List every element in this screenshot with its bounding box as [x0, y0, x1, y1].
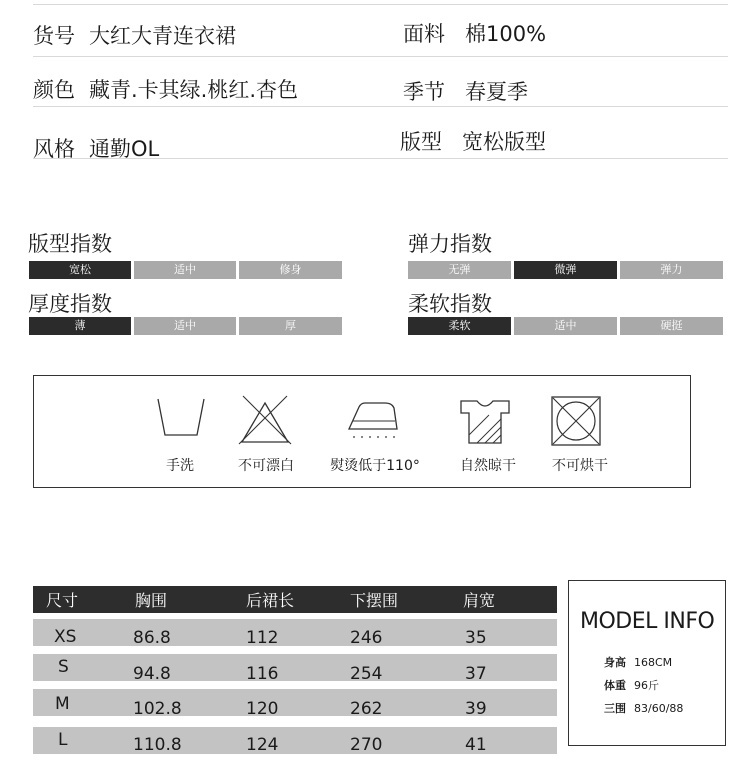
size-table-header-cell: 尺寸: [46, 591, 79, 610]
attr-label: 风格: [33, 137, 75, 161]
care-label-line-dry: 自然晾干: [460, 458, 516, 474]
fit-index-option: 宽松: [29, 261, 131, 279]
line-dry-icon: [459, 395, 511, 445]
model-weight: [604, 677, 659, 693]
elastic-index-option: 微弹: [514, 261, 617, 279]
bust-cell: 94.8: [133, 664, 171, 684]
elastic-index-title: 弹力指数: [408, 232, 492, 256]
fit-index-title: 版型指数: [28, 232, 112, 256]
model-weight-value: 96斤: [634, 679, 659, 692]
attr-value: 藏青.卡其绿.桃红.杏色: [89, 78, 299, 102]
elastic-index-option: 无弹: [408, 261, 511, 279]
model-measurements: [604, 700, 683, 716]
length-cell: 120: [246, 699, 279, 719]
shoulder-cell: 37: [465, 664, 487, 684]
care-label-no-bleach: 不可漂白: [238, 458, 294, 474]
thickness-index-option: 适中: [134, 317, 236, 335]
attr-label: 货号: [33, 24, 75, 48]
size-table-header-cell: 胸围: [135, 591, 168, 610]
bust-cell: 102.8: [133, 699, 182, 719]
size-cell: S: [58, 657, 69, 677]
size-cell: XS: [54, 627, 77, 647]
shoulder-cell: 41: [465, 735, 487, 755]
model-height-label: 身高: [604, 656, 626, 669]
divider: [33, 56, 728, 57]
size-table-header-cell: 肩宽: [463, 591, 496, 610]
attr-value: 宽松版型: [462, 130, 546, 154]
length-cell: 112: [246, 628, 279, 648]
attr-season: [403, 76, 528, 106]
attr-color: [33, 74, 298, 104]
fit-index-option: 适中: [134, 261, 236, 279]
thickness-index-title: 厚度指数: [28, 292, 112, 316]
divider: [33, 4, 728, 5]
attr-label: 季节: [403, 80, 445, 104]
attr-value: 大红大青连衣裙: [89, 24, 236, 48]
shoulder-cell: 39: [465, 699, 487, 719]
hem-cell: 270: [350, 735, 383, 755]
thickness-index-option: 薄: [29, 317, 131, 335]
attr-fit: [400, 126, 546, 156]
model-measurements-value: 83/60/88: [634, 702, 684, 715]
attr-value: 通勤OL: [89, 137, 160, 161]
softness-index-option: 硬挺: [620, 317, 723, 335]
attr-item-no: [33, 20, 236, 50]
thickness-index-option: 厚: [239, 317, 342, 335]
size-table-header-cell: 下摆围: [350, 591, 399, 610]
model-measurements-label: 三围: [604, 702, 626, 715]
length-cell: 124: [246, 735, 279, 755]
shoulder-cell: 35: [465, 628, 487, 648]
attr-value: 春夏季: [465, 80, 528, 104]
model-height-value: 168CM: [634, 656, 673, 669]
care-label-hand-wash: 手洗: [166, 458, 194, 474]
no-tumble-dry-icon: [550, 395, 602, 447]
care-label-iron: 熨烫低于110°: [330, 458, 420, 474]
attr-value: 棉100%: [465, 22, 547, 46]
bust-cell: 86.8: [133, 628, 171, 648]
attr-style: [33, 133, 159, 163]
size-cell: L: [58, 730, 68, 750]
iron-icon: [345, 395, 401, 443]
no-bleach-icon: [237, 395, 293, 445]
size-cell: M: [55, 694, 70, 714]
model-height: [604, 654, 672, 670]
attr-label: 颜色: [33, 78, 75, 102]
softness-index-option: 柔软: [408, 317, 511, 335]
fit-index-option: 修身: [239, 261, 342, 279]
model-weight-label: 体重: [604, 679, 626, 692]
length-cell: 116: [246, 664, 279, 684]
size-table-header-cell: 后裙长: [246, 591, 295, 610]
care-label-no-tumble-dry: 不可烘干: [552, 458, 608, 474]
elastic-index-option: 弹力: [620, 261, 723, 279]
model-info-title: MODEL INFO: [580, 609, 715, 634]
attr-label: 版型: [400, 130, 442, 154]
hem-cell: 262: [350, 699, 383, 719]
attr-label: 面料: [403, 22, 445, 46]
divider: [33, 106, 728, 107]
hem-cell: 254: [350, 664, 383, 684]
hem-cell: 246: [350, 628, 383, 648]
softness-index-option: 适中: [514, 317, 617, 335]
attr-fabric: [403, 18, 546, 48]
bust-cell: 110.8: [133, 735, 182, 755]
softness-index-title: 柔软指数: [408, 292, 492, 316]
hand-wash-icon: [155, 395, 207, 441]
